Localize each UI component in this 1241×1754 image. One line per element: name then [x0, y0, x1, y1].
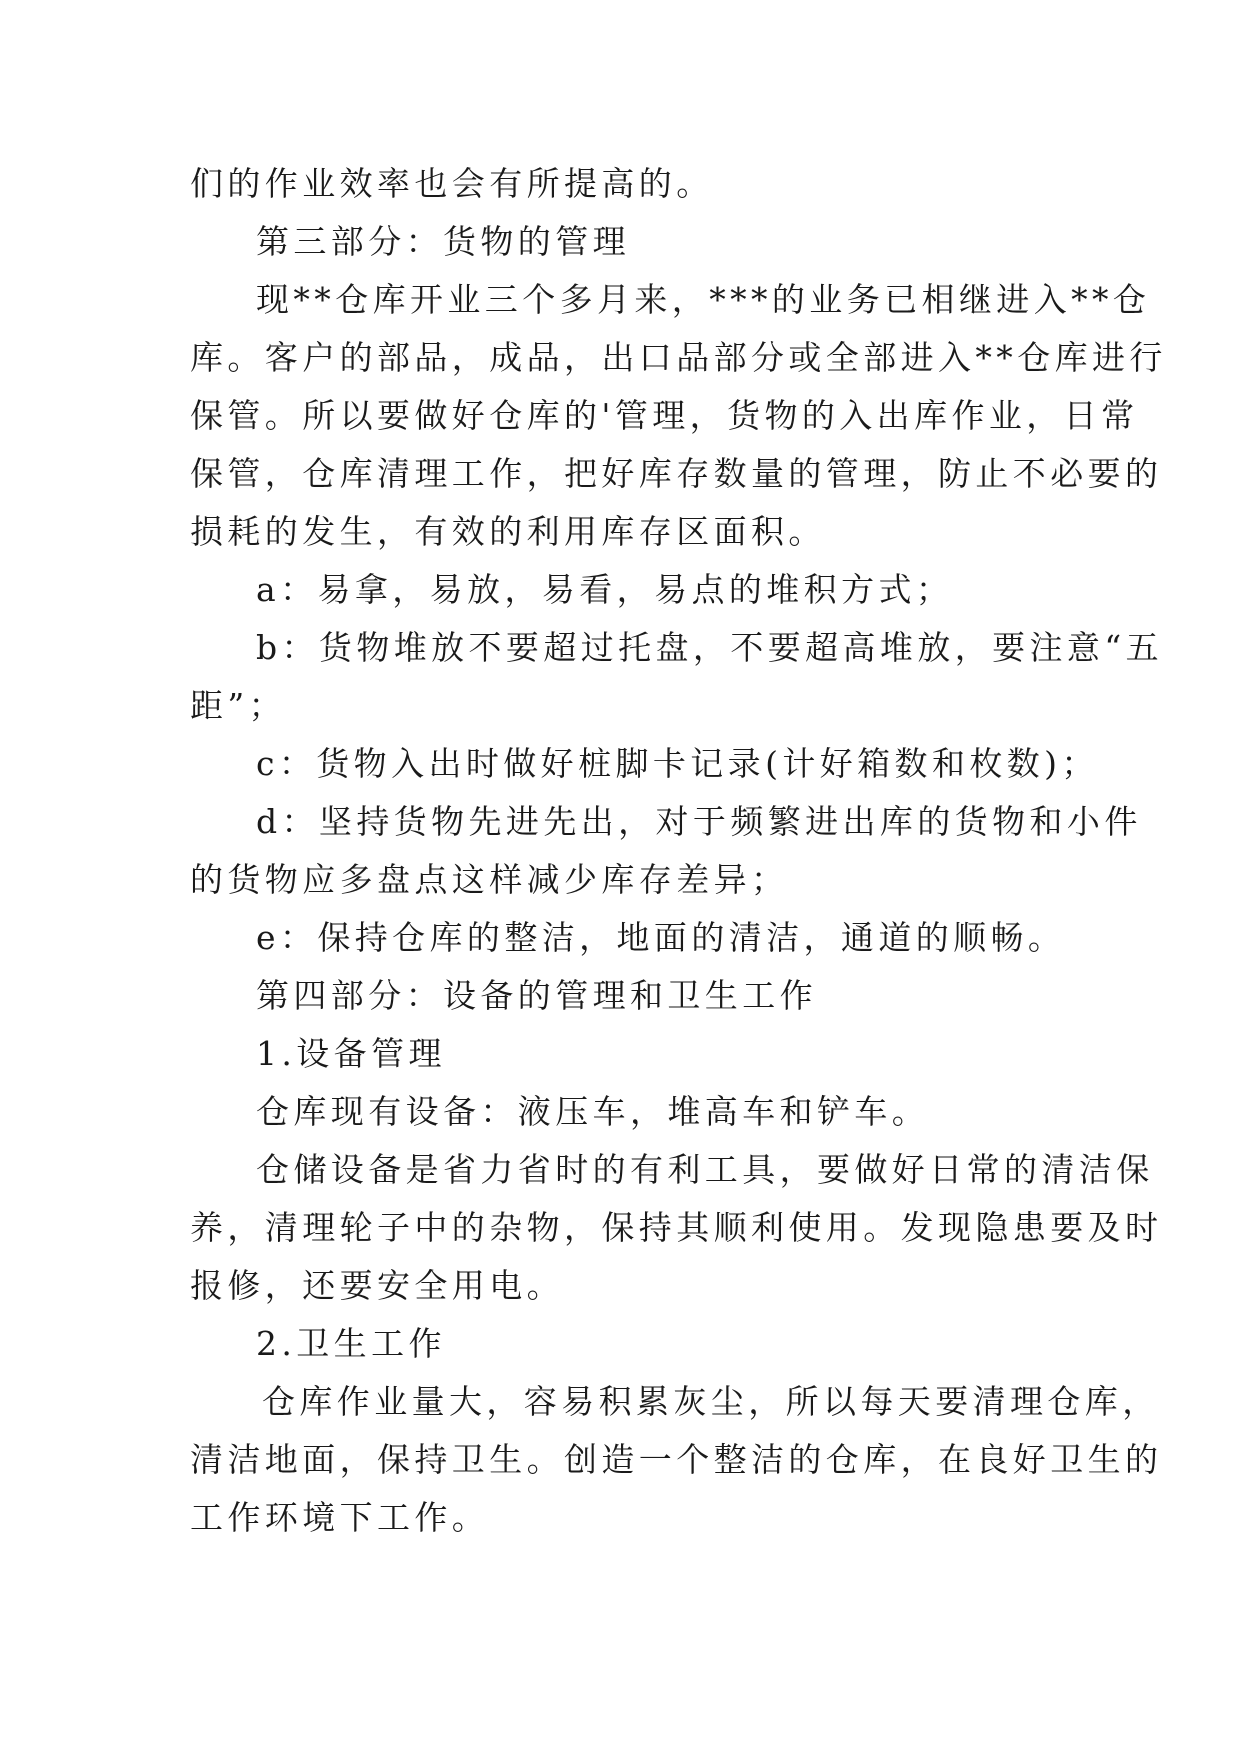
text-line: 仓库现有设备：液压车，堆高车和铲车。: [256, 1092, 930, 1131]
text-line: 保管，仓库清理工作，把好库存数量的管理，防止不必要的: [190, 454, 1163, 493]
list-item: b：货物堆放不要超过托盘，不要超高堆放，要注意“五: [256, 628, 1163, 667]
text-line: 库。客户的部品，成品，出口品部分或全部进入**仓库进行: [190, 338, 1167, 377]
text-line: 现**仓库开业三个多月来，***的业务已相继进入**仓: [256, 280, 1151, 319]
subsection-heading: 2.卫生工作: [256, 1324, 446, 1363]
text-line: 工作环境下工作。: [190, 1498, 490, 1537]
text-line: 报修，还要安全用电。: [190, 1266, 564, 1305]
list-item: e：保持仓库的整洁，地面的清洁，通道的顺畅。: [256, 918, 1066, 957]
subsection-heading: 1.设备管理: [256, 1034, 446, 1073]
text-line: 的货物应多盘点这样减少库存差异；: [190, 860, 789, 899]
list-item: a：易拿，易放，易看，易点的堆积方式；: [256, 570, 954, 609]
list-item: d：坚持货物先进先出，对于频繁进出库的货物和小件: [256, 802, 1142, 841]
text-line: 保管。所以要做好仓库的'管理，货物的入出库作业，日常: [190, 396, 1139, 435]
text-line: 们的作业效率也会有所提高的。: [190, 164, 714, 203]
list-item: c：货物入出时做好桩脚卡记录(计好箱数和枚数)；: [256, 744, 1099, 783]
text-line: 养，清理轮子中的杂物，保持其顺利使用。发现隐患要及时: [190, 1208, 1163, 1247]
text-line: 仓库作业量大，容易积累灰尘，所以每天要清理仓库，: [262, 1382, 1160, 1421]
text-line: 清洁地面，保持卫生。创造一个整洁的仓库，在良好卫生的: [190, 1440, 1163, 1479]
text-line: 仓储设备是省力省时的有利工具，要做好日常的清洁保: [256, 1150, 1154, 1189]
text-line: 距”；: [190, 686, 287, 725]
section-heading: 第四部分：设备的管理和卫生工作: [256, 976, 817, 1015]
section-heading: 第三部分：货物的管理: [256, 222, 630, 261]
text-line: 损耗的发生，有效的利用库存区面积。: [190, 512, 826, 551]
